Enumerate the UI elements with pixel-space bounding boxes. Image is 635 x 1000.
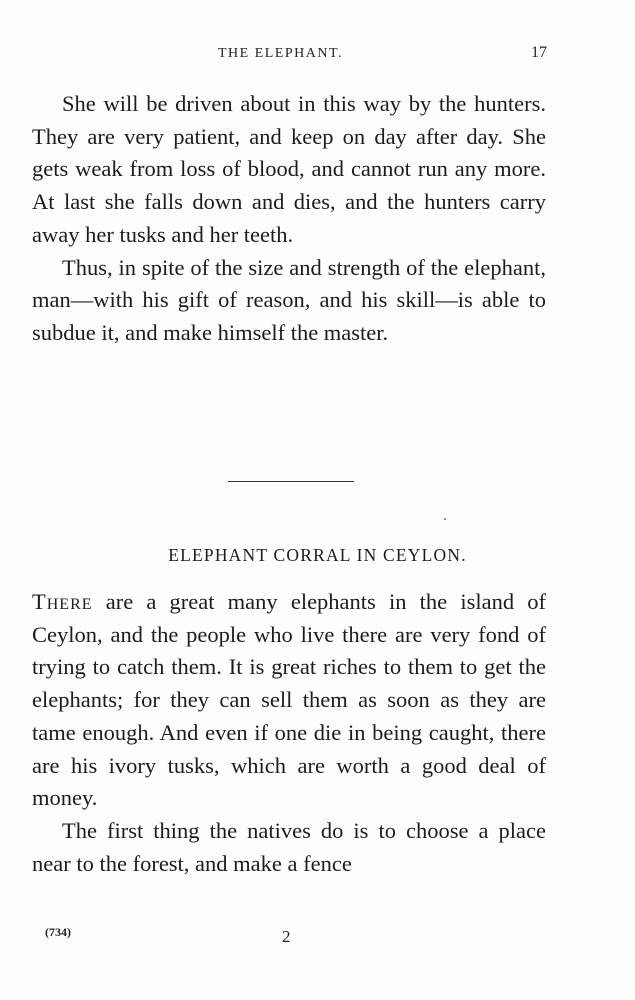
print-speck bbox=[444, 518, 446, 520]
sheet-signature-number: 2 bbox=[282, 927, 291, 946]
section-divider bbox=[228, 481, 354, 482]
section-heading: ELEPHANT CORRAL IN CEYLON. bbox=[168, 545, 467, 565]
printer-signature-mark: (734) bbox=[45, 925, 71, 939]
running-title: THE ELEPHANT. bbox=[218, 46, 343, 61]
paragraph bbox=[32, 586, 546, 815]
paragraph-text: are a great many elephants in the island of Ceylon, and the people who live there are very fond of trying to catch them. It is great riches to them to get the elephants; for they can sell them as soon as they are tame enough. And even if one die in being caught, there are his ivory tusks, which are worth a good deal of money. bbox=[32, 589, 546, 811]
paragraph: Thus, in spite of the size and strength of the elephant, man—with his gift of reason, and his skill—is able to subdue it, and make himself the master. bbox=[32, 254, 546, 345]
body-text-section-two bbox=[32, 586, 546, 880]
drop-word: There bbox=[32, 589, 93, 614]
paragraph: She will be driven about in this way by the hunters. They are very patient, and keep on day after day. She gets weak from loss of blood, and cannot run any more. At last she falls down and dies, and the hunters carry away her tusks and her teeth. bbox=[32, 91, 546, 247]
body-text-section-one bbox=[32, 88, 546, 350]
paragraph: The first thing the natives do is to choose a place near to the forest, and make a fence bbox=[32, 817, 546, 876]
running-head bbox=[0, 46, 635, 68]
page-number: 17 bbox=[531, 44, 547, 61]
